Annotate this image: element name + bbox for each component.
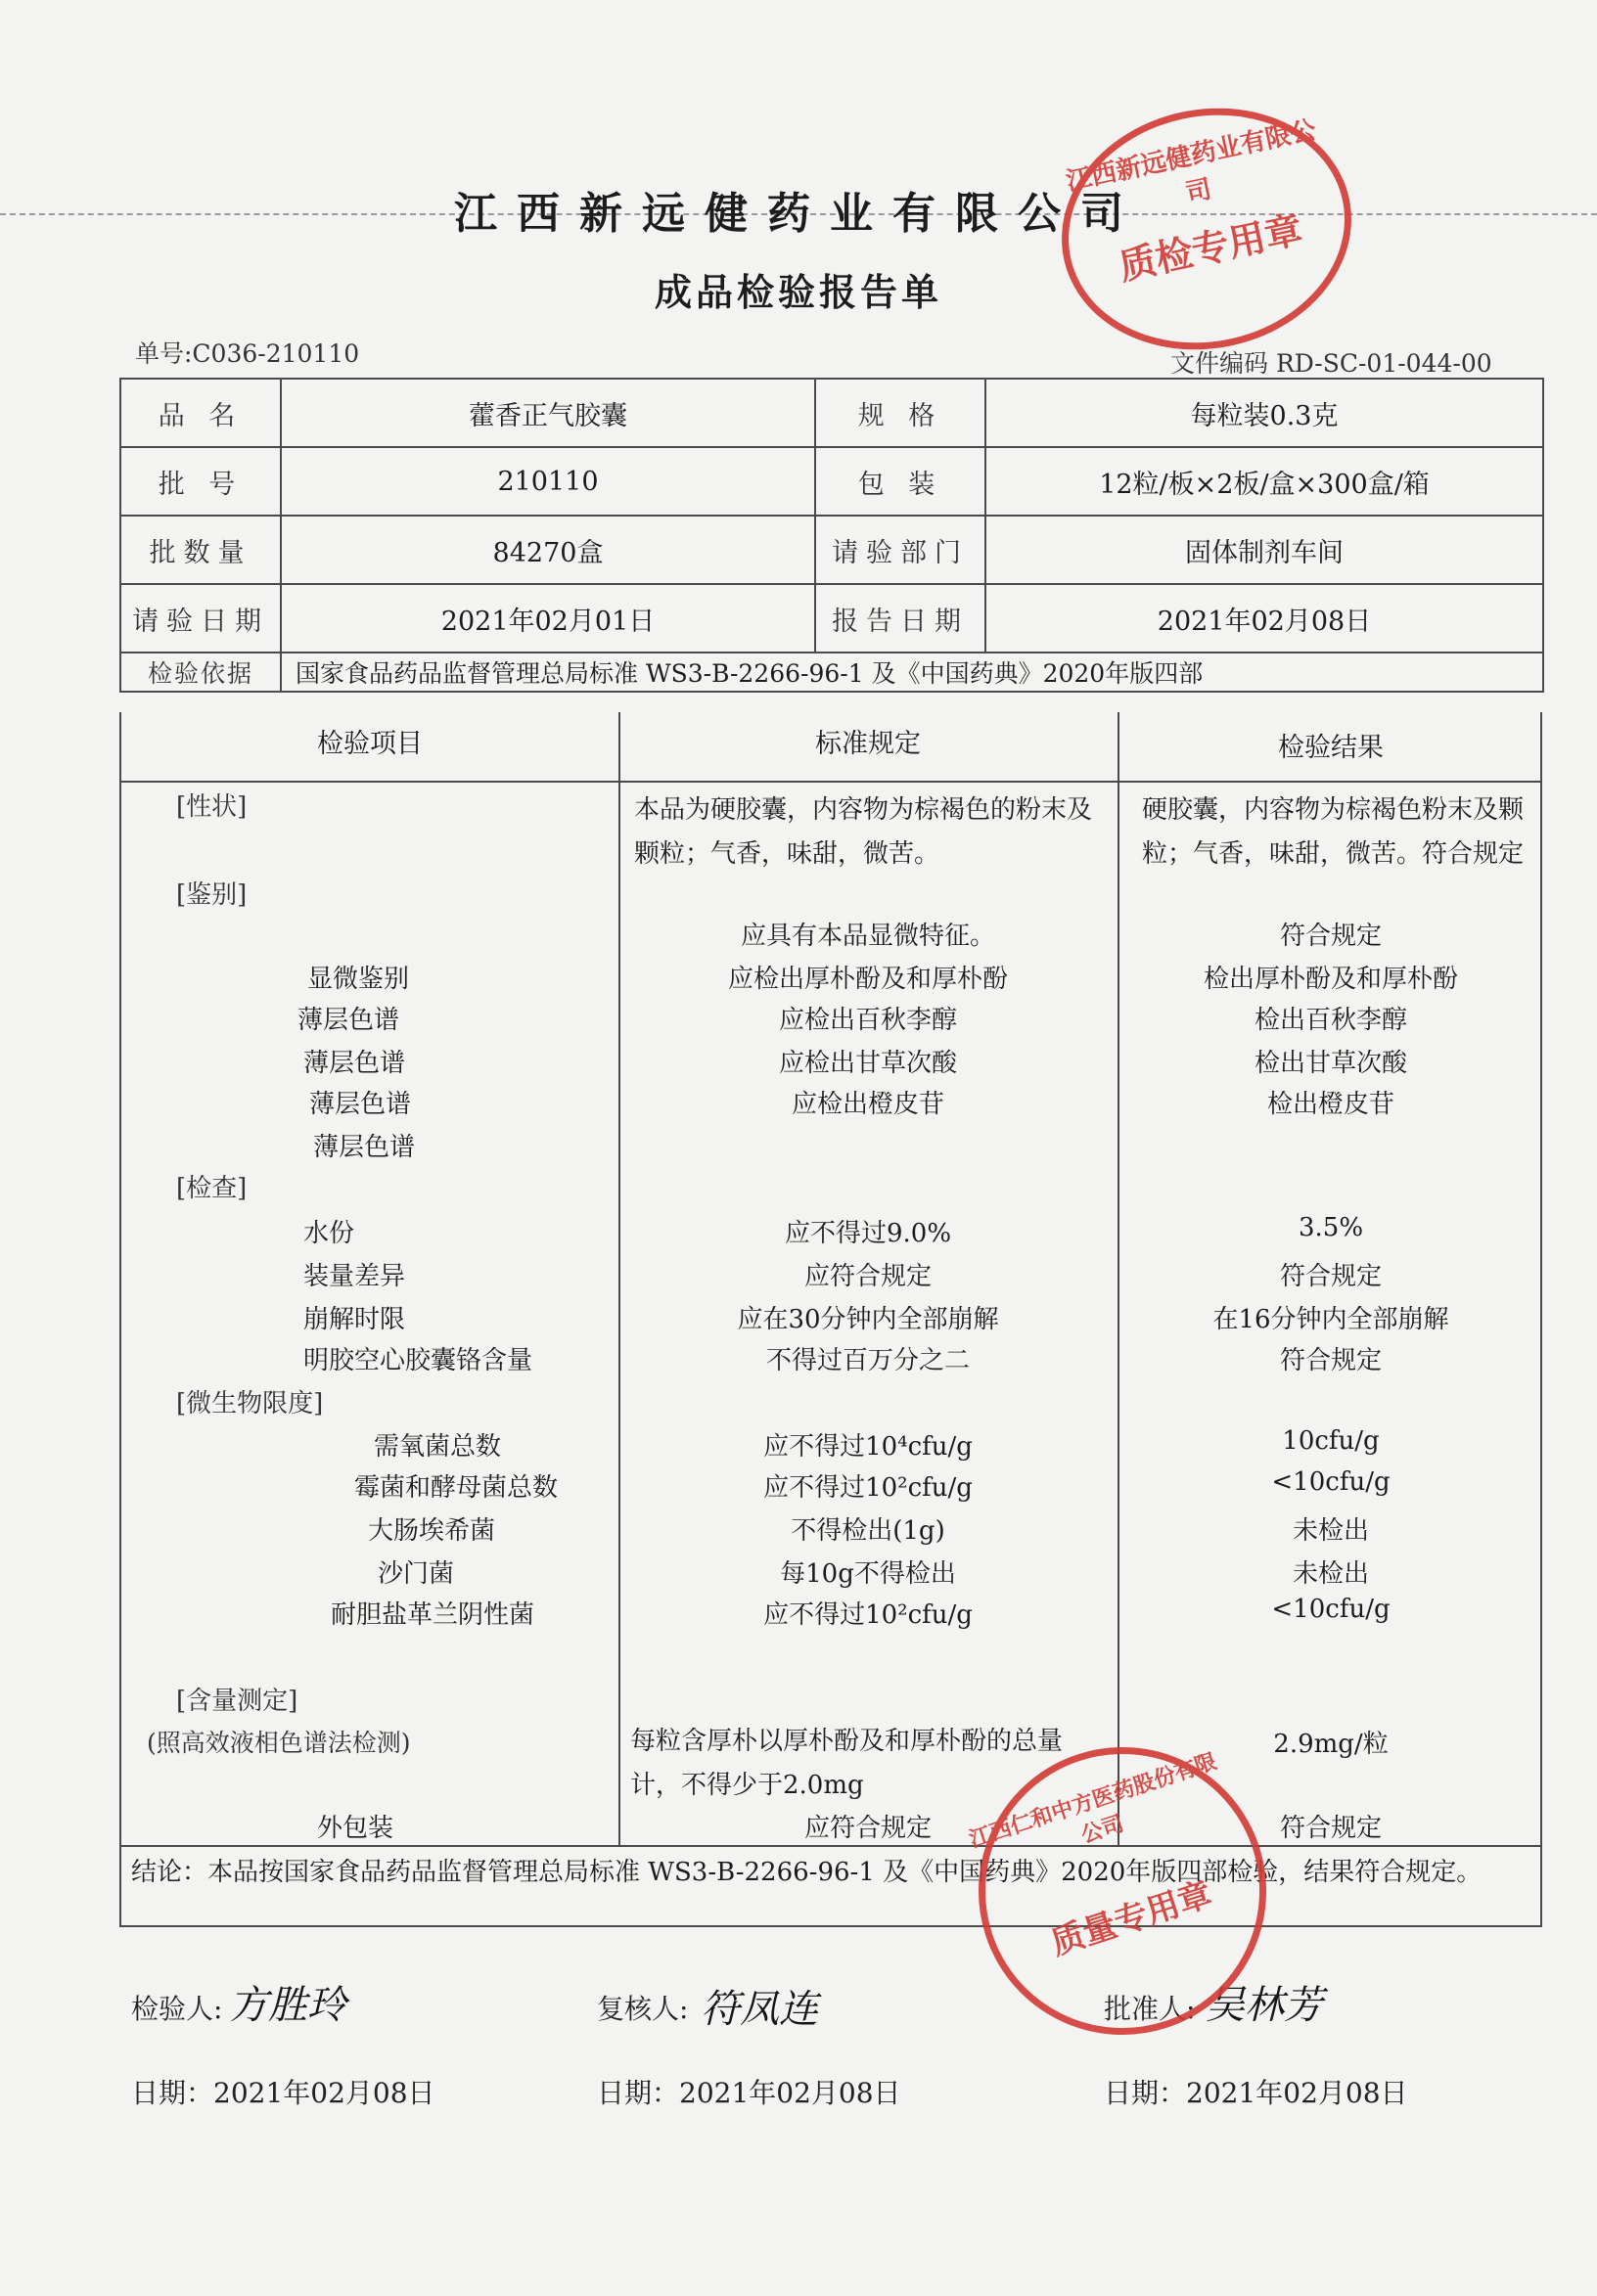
quality-stamp-core-text: 质量专用章: [1046, 1874, 1217, 1963]
reviewer-label: 复核人:: [597, 1993, 689, 2025]
section-check: [检查]: [176, 1174, 248, 1203]
table-row: 装量差异 应符合规定 符合规定: [303, 1262, 1382, 1291]
table-row: 薄层色谱 应检出橙皮苷 检出橙皮苷: [309, 1090, 1394, 1119]
table-row: 大肠埃希菌 不得检出(1g) 未检出: [368, 1516, 1369, 1546]
file-code: 文件编码 RD-SC-01-044-00: [1170, 349, 1492, 378]
col-item-header: 检验项目: [317, 729, 423, 759]
qc-stamp-core-text: 质检专用章: [1115, 207, 1306, 289]
value-batch: 210110: [281, 447, 815, 516]
table-row: 薄层色谱 应检出百秋李醇 检出百秋李醇: [297, 1006, 1407, 1035]
value-package: 12粒/板×2板/盒×300盒/箱: [985, 447, 1543, 516]
value-report-date: 2021年02月08日: [985, 584, 1543, 653]
table-row: 薄层色谱: [313, 1133, 416, 1162]
label-report-date: 报告日期: [815, 584, 985, 653]
inspector-label: 检验人:: [131, 1993, 223, 2025]
results-table: [119, 712, 1542, 1847]
table-row: 霉菌和酵母菌总数 应不得过10²cfu/g <10cfu/g: [354, 1467, 1391, 1503]
info-table: [119, 378, 1544, 693]
assay-method: (照高效液相色谱法检测): [147, 1729, 411, 1757]
value-spec: 每粒装0.3克: [985, 379, 1543, 447]
col-standard-header: 标准规定: [815, 729, 921, 759]
label-basis: 检验依据: [120, 653, 281, 692]
value-request-date: 2021年02月01日: [281, 584, 815, 653]
table-row: 需氧菌总数 应不得过10⁴cfu/g 10cfu/g: [374, 1426, 1380, 1462]
conclusion: 结论：本品按国家食品药品监督管理总局标准 WS3-B-2266-96-1 及《中国药典》2020年版四部检验，结果符合规定。: [119, 1845, 1542, 1927]
label-quantity: 批数量: [120, 516, 281, 584]
section-microbial: [微生物限度]: [176, 1389, 324, 1418]
doc-number: 单号:C036-210110: [135, 339, 360, 368]
value-dept: 固体制剂车间: [985, 516, 1543, 584]
value-product: 藿香正气胶囊: [281, 379, 815, 447]
approver-signature: 吴林芳: [1206, 1983, 1323, 2028]
table-row: 耐胆盐革兰阴性菌 应不得过10²cfu/g <10cfu/g: [331, 1595, 1391, 1630]
report-title: 成品检验报告单: [654, 271, 942, 314]
table-row: 外包装 应符合规定 符合规定: [317, 1814, 1382, 1843]
quality-stamp-ring-text: 江西仁和中方医药股份有限公司: [966, 1749, 1220, 1853]
label-batch: 批 号: [120, 447, 281, 516]
label-request-date: 请验日期: [120, 584, 281, 653]
table-row: 显微鉴别 应检出厚朴酚及和厚朴酚 检出厚朴酚及和厚朴酚: [307, 965, 1458, 994]
table-row: 沙门菌 每10g不得检出 未检出: [378, 1559, 1369, 1589]
label-spec: 规 格: [815, 379, 985, 447]
traits-result: 硬胶囊，内容物为棕褐色粉末及颗粒；气香，味甜，微苦。符合规定: [1141, 795, 1524, 869]
table-row: 崩解时限 应在30分钟内全部崩解 在16分钟内全部崩解: [303, 1305, 1449, 1334]
section-assay: [含量测定]: [176, 1687, 298, 1716]
qc-stamp: [1039, 82, 1374, 377]
label-product: 品 名: [120, 379, 281, 447]
reviewer-signature: 符凤连: [701, 1987, 818, 2032]
value-basis: 国家食品药品监督管理总局标准 WS3-B-2266-96-1 及《中国药典》2020年版四部: [281, 653, 1543, 692]
inspector-signature: 方胜玲: [229, 1983, 346, 2028]
assay-result: 2.9mg/粒: [1273, 1730, 1389, 1759]
table-row: 应具有本品显微特征。 符合规定: [740, 922, 1382, 951]
inspector-date: 日期：2021年02月08日: [131, 2077, 435, 2109]
company-name: 江西新远健药业有限公司: [454, 189, 1143, 239]
reviewer-date: 日期：2021年02月08日: [597, 2077, 901, 2109]
approver-label: 批准人:: [1104, 1993, 1196, 2025]
section-identification: [鉴别]: [176, 880, 248, 910]
label-dept: 请验部门: [815, 516, 985, 584]
approver-date: 日期：2021年02月08日: [1104, 2077, 1408, 2109]
assay-standard: 每粒含厚朴以厚朴酚及和厚朴酚的总量计，不得少于2.0mg: [630, 1727, 1064, 1800]
section-traits: [性状]: [176, 792, 248, 822]
traits-standard: 本品为硬胶囊，内容物为棕褐色的粉末及颗粒；气香，味甜，微苦。: [634, 795, 1093, 869]
label-package: 包 装: [815, 447, 985, 516]
table-row: 水份 应不得过9.0% 3.5%: [303, 1213, 1364, 1248]
header-divider: [121, 781, 1540, 783]
table-row: 薄层色谱 应检出甘草次酸 检出甘草次酸: [303, 1049, 1407, 1078]
col-result-header: 检验结果: [1278, 733, 1384, 763]
table-row: 明胶空心胶囊铬含量 不得过百万分之二 符合规定: [303, 1346, 1382, 1375]
value-quantity: 84270盒: [281, 516, 815, 584]
qc-stamp-ring-text: 江西新远健药业有限公司: [1063, 114, 1319, 209]
